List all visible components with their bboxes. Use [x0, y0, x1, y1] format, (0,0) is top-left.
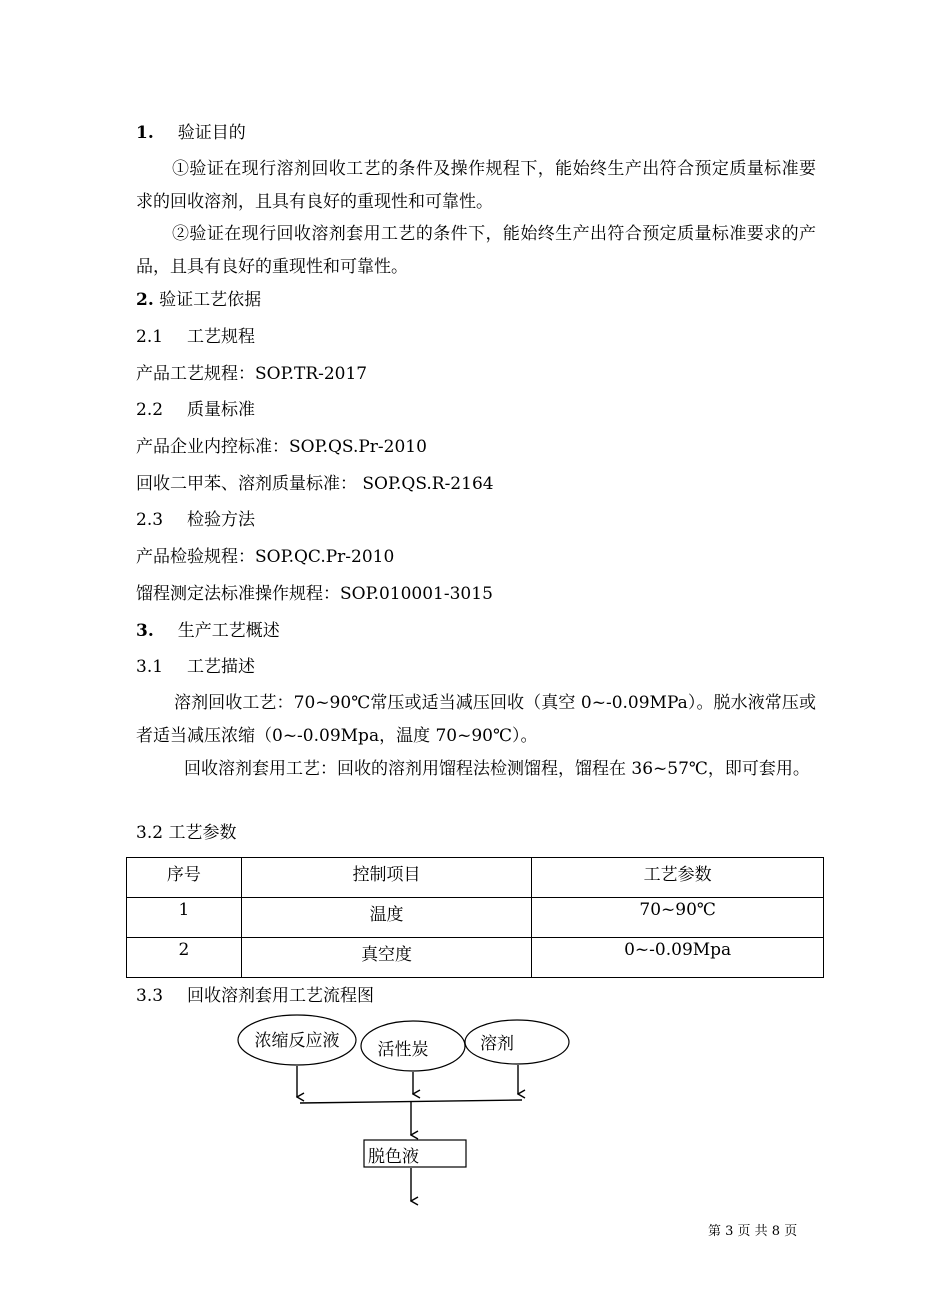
table-header-cell: 控制项目	[241, 858, 532, 898]
flow-input-label: 溶剂	[480, 1034, 514, 1054]
table-cell: 真空度	[241, 938, 532, 978]
table-cell: 温度	[241, 898, 532, 938]
section-3-3-title: 回收溶剂套用工艺流程图	[187, 986, 375, 1006]
section-3-3-number: 3.3	[136, 986, 164, 1006]
section-3-2-heading: 3.2 工艺参数	[136, 823, 237, 843]
section-2-2-title: 质量标准	[187, 400, 256, 420]
section-2-number: 2.	[136, 290, 154, 310]
section-2-title: 验证工艺依据	[159, 290, 262, 310]
section-3-1-title: 工艺描述	[187, 657, 256, 677]
flow-input-label: 浓缩反应液	[254, 1031, 340, 1051]
table-cell: 2	[127, 938, 242, 978]
table-header-cell: 工艺参数	[532, 858, 824, 898]
test-method-line-1: 产品检验规程：SOP.QC.Pr-2010	[136, 547, 395, 567]
table-header-cell: 序号	[127, 858, 242, 898]
section-2-2-number: 2.2	[136, 400, 164, 420]
section-3-1-number: 3.1	[136, 657, 164, 677]
section-3-title: 生产工艺概述	[177, 621, 280, 641]
section-2-1-title: 工艺规程	[187, 327, 256, 347]
flow-input-label: 活性炭	[377, 1040, 429, 1060]
section-2-3-title: 检验方法	[187, 510, 256, 530]
paragraph-purpose-2: ②验证在现行回收溶剂套用工艺的条件下，能始终生产出符合预定质量标准要求的产品，且具有良好的重现性和可靠性。	[136, 224, 816, 277]
section-2-3-number: 2.3	[136, 510, 164, 530]
quality-standard-line-1: 产品企业内控标准：SOP.QS.Pr-2010	[136, 437, 427, 457]
paragraph-process-description-2: 回收溶剂套用工艺：回收的溶剂用馏程法检测馏程，馏程在 36~57℃，即可套用。	[184, 759, 810, 779]
section-1-title: 验证目的	[177, 123, 246, 143]
paragraph-process-description-1: 溶剂回收工艺：70~90℃常压或适当减压回收（真空 0~-0.09MPa）。脱水液常压或者适当减压浓缩（0~-0.09Mpa，温度 70~90℃）。	[136, 693, 816, 746]
paragraph-purpose-1: ①验证在现行溶剂回收工艺的条件及操作规程下，能始终生产出符合预定质量标准要求的回收溶剂，且具有良好的重现性和可靠性。	[136, 159, 816, 212]
section-3-number: 3.	[136, 621, 154, 641]
flow-output-label: 脱色液	[368, 1147, 419, 1167]
section-2-1-number: 2.1	[136, 327, 164, 347]
test-method-line-2: 馏程测定法标准操作规程：SOP.010001-3015	[136, 584, 493, 604]
table-cell: 0~-0.09Mpa	[532, 938, 824, 978]
process-spec-line: 产品工艺规程：SOP.TR-2017	[136, 364, 368, 384]
table-cell: 1	[127, 898, 242, 938]
page-footer: 第 3 页 共 8 页	[708, 1224, 798, 1239]
table-cell: 70~90℃	[532, 898, 824, 938]
section-1-number: 1.	[136, 123, 154, 143]
quality-standard-line-2: 回收二甲苯、溶剂质量标准： SOP.QS.R-2164	[136, 474, 494, 494]
